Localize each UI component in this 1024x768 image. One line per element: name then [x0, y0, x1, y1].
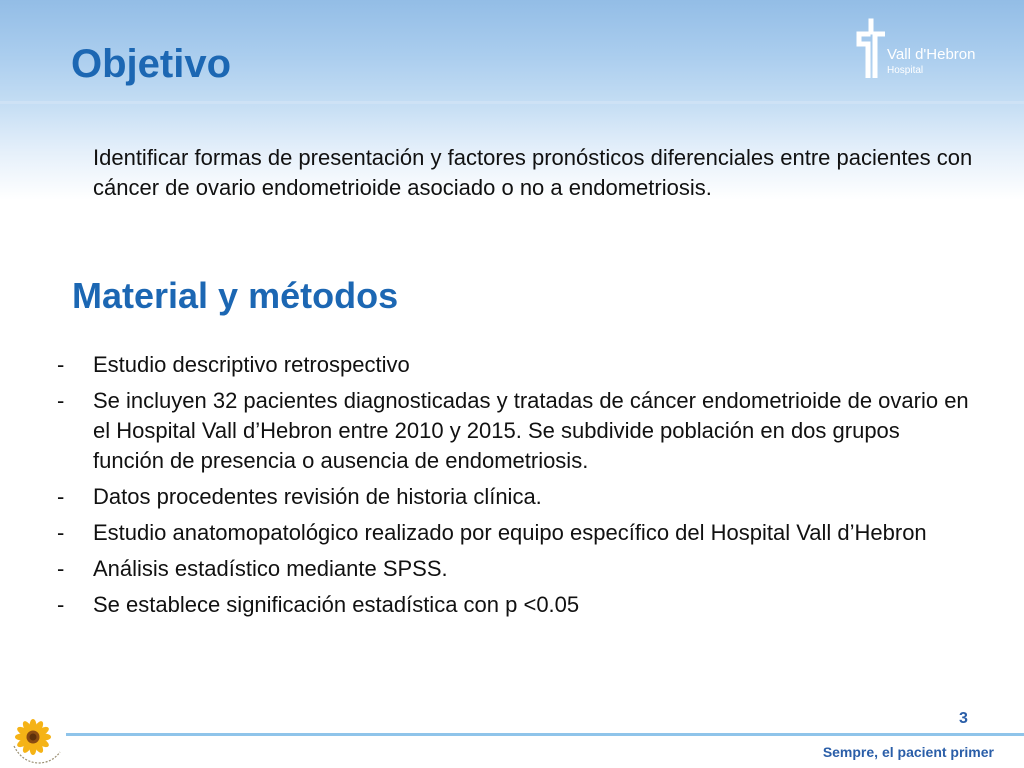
slide-title: Objetivo [71, 42, 232, 86]
objective-text: Identificar formas de presentación y factores pronósticos diferenciales entre pacientes con cáncer de ovario endometrioide asociado o no a endometriosis. [93, 145, 973, 200]
methods-item: - Estudio descriptivo retrospectivo [55, 350, 975, 380]
vall-dhebron-cross-icon [855, 18, 885, 78]
methods-item: - Estudio anatomopatológico realizado por equipo específico del Hospital Vall d’Hebron [55, 518, 975, 548]
sunflower-icon [6, 712, 68, 766]
footer-divider [66, 733, 1024, 736]
header-divider [0, 101, 1024, 104]
slide-number: 3 [959, 710, 968, 727]
logo-subtitle: Hospital [887, 65, 924, 76]
footer-tagline: Sempre, el pacient primer [822, 744, 994, 760]
methods-item: - Datos procedentes revisión de historia clínica. [55, 482, 975, 512]
methods-title: Material y métodos [72, 275, 399, 316]
methods-list [55, 350, 975, 626]
hospital-logo [855, 18, 1005, 82]
methods-item: - Análisis estadístico mediante SPSS. [55, 554, 975, 584]
logo-name: Vall d'Hebron [887, 46, 976, 63]
methods-item: - Se establece significación estadística con p <0.05 [55, 590, 975, 620]
methods-item: - Se incluyen 32 pacientes diagnosticadas y tratadas de cáncer endometrioide de ovario en el Hospital Vall d’Hebron entre 2010 y 2015. Se subdivide población en dos grupos función de presencia o ausencia de endometriosis. [55, 386, 975, 476]
